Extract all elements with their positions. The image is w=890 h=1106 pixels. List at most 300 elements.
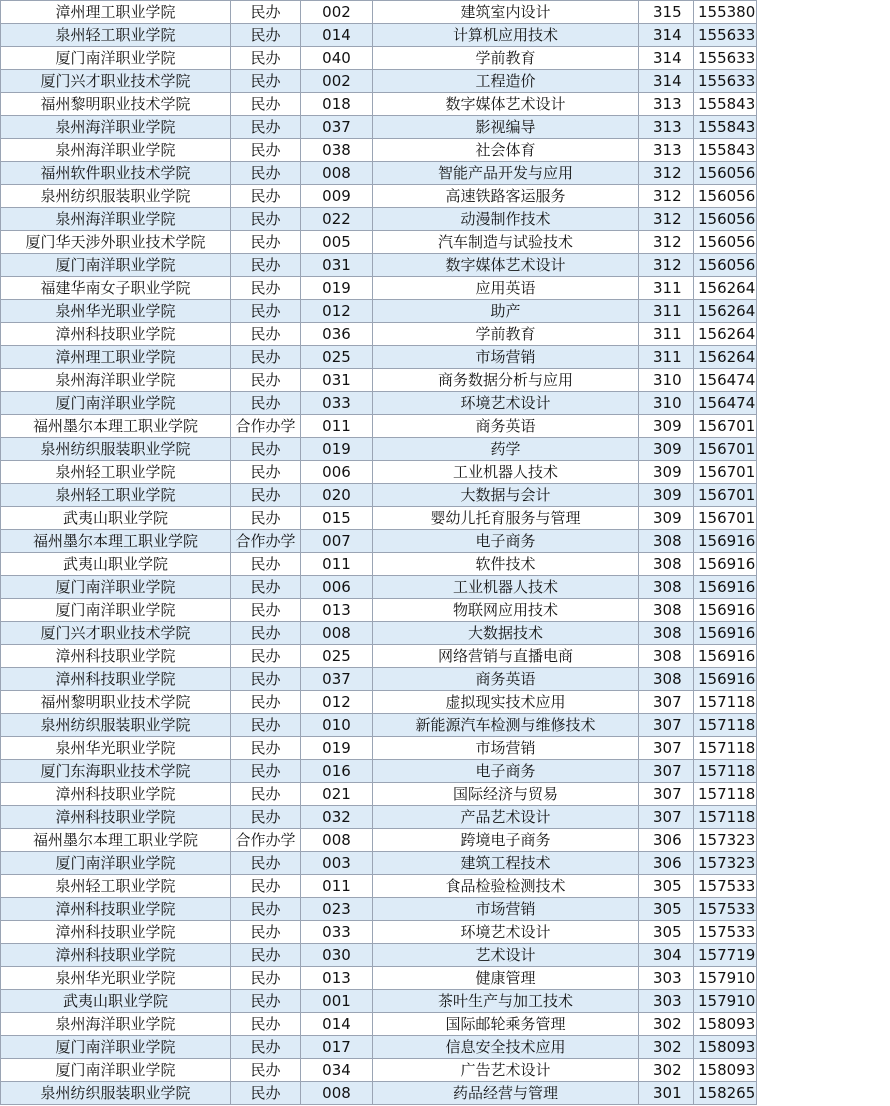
major-code-cell[interactable]: 008	[301, 829, 373, 852]
score-cell[interactable]: 302	[639, 1036, 694, 1059]
score-cell[interactable]: 303	[639, 967, 694, 990]
school-name-cell[interactable]: 厦门南洋职业学院	[1, 576, 231, 599]
major-code-cell[interactable]: 038	[301, 139, 373, 162]
major-name-cell[interactable]: 软件技术	[373, 553, 639, 576]
major-code-cell[interactable]: 008	[301, 162, 373, 185]
school-name-cell[interactable]: 泉州轻工职业学院	[1, 484, 231, 507]
school-type-cell[interactable]: 民办	[231, 921, 301, 944]
major-code-cell[interactable]: 011	[301, 553, 373, 576]
school-name-cell[interactable]: 漳州科技职业学院	[1, 921, 231, 944]
major-code-cell[interactable]: 034	[301, 1059, 373, 1082]
rank-cell[interactable]: 157533	[694, 921, 757, 944]
school-type-cell[interactable]: 民办	[231, 162, 301, 185]
major-code-cell[interactable]: 011	[301, 875, 373, 898]
major-name-cell[interactable]: 环境艺术设计	[373, 392, 639, 415]
rank-cell[interactable]: 158093	[694, 1036, 757, 1059]
school-name-cell[interactable]: 泉州纺织服装职业学院	[1, 714, 231, 737]
major-code-cell[interactable]: 031	[301, 369, 373, 392]
major-code-cell[interactable]: 001	[301, 990, 373, 1013]
major-name-cell[interactable]: 计算机应用技术	[373, 24, 639, 47]
school-name-cell[interactable]: 福州墨尔本理工职业学院	[1, 829, 231, 852]
school-type-cell[interactable]: 民办	[231, 1, 301, 24]
rank-cell[interactable]: 155633	[694, 47, 757, 70]
major-name-cell[interactable]: 市场营销	[373, 346, 639, 369]
score-cell[interactable]: 307	[639, 783, 694, 806]
major-code-cell[interactable]: 018	[301, 93, 373, 116]
school-name-cell[interactable]: 泉州海洋职业学院	[1, 369, 231, 392]
rank-cell[interactable]: 158093	[694, 1013, 757, 1036]
major-name-cell[interactable]: 学前教育	[373, 47, 639, 70]
major-name-cell[interactable]: 学前教育	[373, 323, 639, 346]
school-name-cell[interactable]: 厦门南洋职业学院	[1, 254, 231, 277]
rank-cell[interactable]: 156056	[694, 162, 757, 185]
school-type-cell[interactable]: 民办	[231, 231, 301, 254]
major-code-cell[interactable]: 040	[301, 47, 373, 70]
rank-cell[interactable]: 157118	[694, 691, 757, 714]
major-code-cell[interactable]: 009	[301, 185, 373, 208]
table-row	[1, 967, 757, 990]
major-code-cell[interactable]: 033	[301, 921, 373, 944]
major-name-cell[interactable]: 国际经济与贸易	[373, 783, 639, 806]
school-type-cell[interactable]: 民办	[231, 369, 301, 392]
major-code-cell[interactable]: 012	[301, 300, 373, 323]
rank-cell[interactable]: 156701	[694, 507, 757, 530]
major-name-cell[interactable]: 社会体育	[373, 139, 639, 162]
rank-cell[interactable]: 156056	[694, 254, 757, 277]
major-name-cell[interactable]: 茶叶生产与加工技术	[373, 990, 639, 1013]
major-name-cell[interactable]: 药学	[373, 438, 639, 461]
score-cell[interactable]: 312	[639, 254, 694, 277]
score-cell[interactable]: 313	[639, 116, 694, 139]
table-row	[1, 231, 757, 254]
major-code-cell[interactable]: 019	[301, 737, 373, 760]
rank-cell[interactable]: 156701	[694, 484, 757, 507]
score-cell[interactable]: 308	[639, 599, 694, 622]
score-cell[interactable]: 309	[639, 415, 694, 438]
school-type-cell[interactable]: 民办	[231, 116, 301, 139]
table-row	[1, 990, 757, 1013]
score-cell[interactable]: 312	[639, 231, 694, 254]
score-cell[interactable]: 313	[639, 93, 694, 116]
school-type-cell[interactable]: 合作办学	[231, 530, 301, 553]
school-type-cell[interactable]: 民办	[231, 185, 301, 208]
school-name-cell[interactable]: 厦门兴才职业技术学院	[1, 70, 231, 93]
table-row	[1, 921, 757, 944]
major-code-cell[interactable]: 031	[301, 254, 373, 277]
school-name-cell[interactable]: 厦门兴才职业技术学院	[1, 622, 231, 645]
major-name-cell[interactable]: 动漫制作技术	[373, 208, 639, 231]
school-name-cell[interactable]: 福州软件职业技术学院	[1, 162, 231, 185]
school-type-cell[interactable]: 民办	[231, 277, 301, 300]
school-type-cell[interactable]: 民办	[231, 392, 301, 415]
school-name-cell[interactable]: 漳州科技职业学院	[1, 806, 231, 829]
major-code-cell[interactable]: 002	[301, 1, 373, 24]
rank-cell[interactable]: 155843	[694, 116, 757, 139]
rank-cell[interactable]: 157118	[694, 783, 757, 806]
major-name-cell[interactable]: 网络营销与直播电商	[373, 645, 639, 668]
rank-cell[interactable]: 156916	[694, 645, 757, 668]
score-cell[interactable]: 304	[639, 944, 694, 967]
rank-cell[interactable]: 157118	[694, 737, 757, 760]
major-name-cell[interactable]: 信息安全技术应用	[373, 1036, 639, 1059]
major-code-cell[interactable]: 003	[301, 852, 373, 875]
rank-cell[interactable]: 155843	[694, 139, 757, 162]
school-type-cell[interactable]: 民办	[231, 139, 301, 162]
major-name-cell[interactable]: 助产	[373, 300, 639, 323]
score-cell[interactable]: 308	[639, 530, 694, 553]
score-cell[interactable]: 311	[639, 277, 694, 300]
school-name-cell[interactable]: 福建华南女子职业学院	[1, 277, 231, 300]
rank-cell[interactable]: 156916	[694, 668, 757, 691]
major-name-cell[interactable]: 大数据与会计	[373, 484, 639, 507]
school-name-cell[interactable]: 福州黎明职业技术学院	[1, 691, 231, 714]
school-name-cell[interactable]: 厦门南洋职业学院	[1, 599, 231, 622]
rank-cell[interactable]: 157533	[694, 898, 757, 921]
school-name-cell[interactable]: 漳州科技职业学院	[1, 668, 231, 691]
major-code-cell[interactable]: 032	[301, 806, 373, 829]
major-code-cell[interactable]: 006	[301, 461, 373, 484]
school-name-cell[interactable]: 漳州科技职业学院	[1, 323, 231, 346]
major-name-cell[interactable]: 汽车制造与试验技术	[373, 231, 639, 254]
major-name-cell[interactable]: 工业机器人技术	[373, 461, 639, 484]
score-cell[interactable]: 308	[639, 645, 694, 668]
school-type-cell[interactable]: 民办	[231, 1013, 301, 1036]
major-code-cell[interactable]: 025	[301, 346, 373, 369]
school-type-cell[interactable]: 民办	[231, 737, 301, 760]
table-row	[1, 1013, 757, 1036]
major-name-cell[interactable]: 商务数据分析与应用	[373, 369, 639, 392]
major-name-cell[interactable]: 物联网应用技术	[373, 599, 639, 622]
school-name-cell[interactable]: 泉州海洋职业学院	[1, 208, 231, 231]
major-code-cell[interactable]: 037	[301, 668, 373, 691]
score-cell[interactable]: 314	[639, 24, 694, 47]
school-type-cell[interactable]: 民办	[231, 668, 301, 691]
score-cell[interactable]: 308	[639, 668, 694, 691]
table-row	[1, 346, 757, 369]
score-cell[interactable]: 311	[639, 346, 694, 369]
score-cell[interactable]: 311	[639, 300, 694, 323]
rank-cell[interactable]: 156264	[694, 323, 757, 346]
school-type-cell[interactable]: 民办	[231, 208, 301, 231]
major-code-cell[interactable]: 019	[301, 438, 373, 461]
major-code-cell[interactable]: 002	[301, 70, 373, 93]
score-cell[interactable]: 307	[639, 714, 694, 737]
table-row	[1, 622, 757, 645]
school-name-cell[interactable]: 武夷山职业学院	[1, 507, 231, 530]
school-type-cell[interactable]: 民办	[231, 599, 301, 622]
school-type-cell[interactable]: 民办	[231, 852, 301, 875]
school-type-cell[interactable]: 民办	[231, 346, 301, 369]
rank-cell[interactable]: 155843	[694, 93, 757, 116]
school-name-cell[interactable]: 福州黎明职业技术学院	[1, 93, 231, 116]
major-code-cell[interactable]: 010	[301, 714, 373, 737]
rank-cell[interactable]: 157533	[694, 875, 757, 898]
major-name-cell[interactable]: 工程造价	[373, 70, 639, 93]
major-code-cell[interactable]: 025	[301, 645, 373, 668]
score-cell[interactable]: 307	[639, 806, 694, 829]
score-cell[interactable]: 307	[639, 691, 694, 714]
major-code-cell[interactable]: 005	[301, 231, 373, 254]
rank-cell[interactable]: 157910	[694, 990, 757, 1013]
major-name-cell[interactable]: 数字媒体艺术设计	[373, 254, 639, 277]
school-type-cell[interactable]: 民办	[231, 254, 301, 277]
school-type-cell[interactable]: 民办	[231, 507, 301, 530]
major-name-cell[interactable]: 食品检验检测技术	[373, 875, 639, 898]
rank-cell[interactable]: 156056	[694, 231, 757, 254]
major-name-cell[interactable]: 商务英语	[373, 415, 639, 438]
major-name-cell[interactable]: 智能产品开发与应用	[373, 162, 639, 185]
score-cell[interactable]: 302	[639, 1059, 694, 1082]
major-code-cell[interactable]: 033	[301, 392, 373, 415]
rank-cell[interactable]: 156916	[694, 622, 757, 645]
major-name-cell[interactable]: 大数据技术	[373, 622, 639, 645]
school-type-cell[interactable]: 民办	[231, 1059, 301, 1082]
school-name-cell[interactable]: 厦门南洋职业学院	[1, 392, 231, 415]
school-name-cell[interactable]: 泉州纺织服装职业学院	[1, 185, 231, 208]
major-name-cell[interactable]: 市场营销	[373, 898, 639, 921]
school-name-cell[interactable]: 泉州华光职业学院	[1, 967, 231, 990]
school-name-cell[interactable]: 泉州海洋职业学院	[1, 1013, 231, 1036]
school-name-cell[interactable]: 武夷山职业学院	[1, 990, 231, 1013]
rank-cell[interactable]: 157118	[694, 714, 757, 737]
rank-cell[interactable]: 156264	[694, 300, 757, 323]
score-cell[interactable]: 309	[639, 461, 694, 484]
rank-cell[interactable]: 156056	[694, 185, 757, 208]
score-cell[interactable]: 310	[639, 392, 694, 415]
table-row	[1, 553, 757, 576]
rank-cell[interactable]: 158093	[694, 1059, 757, 1082]
school-name-cell[interactable]: 武夷山职业学院	[1, 553, 231, 576]
school-name-cell[interactable]: 泉州轻工职业学院	[1, 24, 231, 47]
major-name-cell[interactable]: 市场营销	[373, 737, 639, 760]
school-name-cell[interactable]: 泉州华光职业学院	[1, 737, 231, 760]
school-type-cell[interactable]: 民办	[231, 691, 301, 714]
rank-cell[interactable]: 156916	[694, 553, 757, 576]
table-row	[1, 323, 757, 346]
major-name-cell[interactable]: 健康管理	[373, 967, 639, 990]
rank-cell[interactable]: 157719	[694, 944, 757, 967]
school-type-cell[interactable]: 民办	[231, 93, 301, 116]
major-name-cell[interactable]: 国际邮轮乘务管理	[373, 1013, 639, 1036]
score-cell[interactable]: 305	[639, 898, 694, 921]
school-type-cell[interactable]: 民办	[231, 944, 301, 967]
score-cell[interactable]: 314	[639, 70, 694, 93]
major-code-cell[interactable]: 013	[301, 967, 373, 990]
score-cell[interactable]: 312	[639, 185, 694, 208]
school-type-cell[interactable]: 民办	[231, 484, 301, 507]
major-name-cell[interactable]: 婴幼儿托育服务与管理	[373, 507, 639, 530]
major-code-cell[interactable]: 011	[301, 415, 373, 438]
score-cell[interactable]: 312	[639, 208, 694, 231]
rank-cell[interactable]: 155633	[694, 70, 757, 93]
score-cell[interactable]: 308	[639, 622, 694, 645]
score-cell[interactable]: 301	[639, 1082, 694, 1105]
score-cell[interactable]: 306	[639, 852, 694, 875]
major-name-cell[interactable]: 广告艺术设计	[373, 1059, 639, 1082]
rank-cell[interactable]: 156474	[694, 369, 757, 392]
school-name-cell[interactable]: 福州墨尔本理工职业学院	[1, 415, 231, 438]
school-name-cell[interactable]: 泉州纺织服装职业学院	[1, 438, 231, 461]
major-name-cell[interactable]: 高速铁路客运服务	[373, 185, 639, 208]
school-type-cell[interactable]: 民办	[231, 967, 301, 990]
school-name-cell[interactable]: 泉州纺织服装职业学院	[1, 1082, 231, 1105]
school-name-cell[interactable]: 泉州海洋职业学院	[1, 139, 231, 162]
school-type-cell[interactable]: 民办	[231, 783, 301, 806]
school-type-cell[interactable]: 民办	[231, 898, 301, 921]
major-name-cell[interactable]: 工业机器人技术	[373, 576, 639, 599]
rank-cell[interactable]: 156701	[694, 415, 757, 438]
major-code-cell[interactable]: 036	[301, 323, 373, 346]
major-code-cell[interactable]: 015	[301, 507, 373, 530]
score-cell[interactable]: 312	[639, 162, 694, 185]
major-code-cell[interactable]: 017	[301, 1036, 373, 1059]
score-cell[interactable]: 311	[639, 323, 694, 346]
score-cell[interactable]: 305	[639, 921, 694, 944]
school-type-cell[interactable]: 民办	[231, 1082, 301, 1105]
major-name-cell[interactable]: 电子商务	[373, 760, 639, 783]
major-name-cell[interactable]: 商务英语	[373, 668, 639, 691]
major-code-cell[interactable]: 016	[301, 760, 373, 783]
school-name-cell[interactable]: 漳州科技职业学院	[1, 898, 231, 921]
major-name-cell[interactable]: 数字媒体艺术设计	[373, 93, 639, 116]
rank-cell[interactable]: 156264	[694, 277, 757, 300]
major-code-cell[interactable]: 014	[301, 1013, 373, 1036]
school-name-cell[interactable]: 厦门东海职业技术学院	[1, 760, 231, 783]
rank-cell[interactable]: 156701	[694, 438, 757, 461]
school-type-cell[interactable]: 民办	[231, 645, 301, 668]
rank-cell[interactable]: 157118	[694, 760, 757, 783]
rank-cell[interactable]: 157323	[694, 852, 757, 875]
major-code-cell[interactable]: 012	[301, 691, 373, 714]
school-name-cell[interactable]: 厦门南洋职业学院	[1, 1036, 231, 1059]
major-name-cell[interactable]: 电子商务	[373, 530, 639, 553]
school-type-cell[interactable]: 民办	[231, 323, 301, 346]
rank-cell[interactable]: 156264	[694, 346, 757, 369]
school-name-cell[interactable]: 厦门南洋职业学院	[1, 47, 231, 70]
score-cell[interactable]: 306	[639, 829, 694, 852]
score-cell[interactable]: 310	[639, 369, 694, 392]
score-cell[interactable]: 302	[639, 1013, 694, 1036]
rank-cell[interactable]: 156916	[694, 576, 757, 599]
score-cell[interactable]: 309	[639, 484, 694, 507]
major-name-cell[interactable]: 应用英语	[373, 277, 639, 300]
major-name-cell[interactable]: 建筑工程技术	[373, 852, 639, 875]
rank-cell[interactable]: 156916	[694, 599, 757, 622]
score-cell[interactable]: 309	[639, 507, 694, 530]
rank-cell[interactable]: 158265	[694, 1082, 757, 1105]
major-code-cell[interactable]: 013	[301, 599, 373, 622]
school-type-cell[interactable]: 民办	[231, 806, 301, 829]
rank-cell[interactable]: 156701	[694, 461, 757, 484]
school-type-cell[interactable]: 民办	[231, 24, 301, 47]
rank-cell[interactable]: 155380	[694, 1, 757, 24]
school-name-cell[interactable]: 厦门南洋职业学院	[1, 1059, 231, 1082]
major-code-cell[interactable]: 037	[301, 116, 373, 139]
school-type-cell[interactable]: 合作办学	[231, 415, 301, 438]
score-cell[interactable]: 303	[639, 990, 694, 1013]
school-type-cell[interactable]: 民办	[231, 461, 301, 484]
table-row	[1, 1036, 757, 1059]
school-type-cell[interactable]: 民办	[231, 714, 301, 737]
major-code-cell[interactable]: 007	[301, 530, 373, 553]
major-code-cell[interactable]: 023	[301, 898, 373, 921]
major-code-cell[interactable]: 008	[301, 1082, 373, 1105]
major-name-cell[interactable]: 药品经营与管理	[373, 1082, 639, 1105]
school-type-cell[interactable]: 民办	[231, 553, 301, 576]
school-type-cell[interactable]: 民办	[231, 47, 301, 70]
school-type-cell[interactable]: 民办	[231, 70, 301, 93]
table-row	[1, 484, 757, 507]
major-code-cell[interactable]: 008	[301, 622, 373, 645]
major-name-cell[interactable]: 影视编导	[373, 116, 639, 139]
rank-cell[interactable]: 156056	[694, 208, 757, 231]
major-name-cell[interactable]: 跨境电子商务	[373, 829, 639, 852]
score-cell[interactable]: 308	[639, 576, 694, 599]
rank-cell[interactable]: 156474	[694, 392, 757, 415]
score-cell[interactable]: 305	[639, 875, 694, 898]
major-name-cell[interactable]: 新能源汽车检测与维修技术	[373, 714, 639, 737]
major-name-cell[interactable]: 建筑室内设计	[373, 1, 639, 24]
score-cell[interactable]: 309	[639, 438, 694, 461]
school-type-cell[interactable]: 民办	[231, 576, 301, 599]
major-code-cell[interactable]: 021	[301, 783, 373, 806]
school-type-cell[interactable]: 民办	[231, 622, 301, 645]
school-name-cell[interactable]: 漳州科技职业学院	[1, 944, 231, 967]
school-name-cell[interactable]: 厦门南洋职业学院	[1, 852, 231, 875]
score-cell[interactable]: 307	[639, 760, 694, 783]
score-cell[interactable]: 313	[639, 139, 694, 162]
school-name-cell[interactable]: 漳州理工职业学院	[1, 1, 231, 24]
school-type-cell[interactable]: 合作办学	[231, 829, 301, 852]
major-name-cell[interactable]: 产品艺术设计	[373, 806, 639, 829]
school-type-cell[interactable]: 民办	[231, 438, 301, 461]
score-cell[interactable]: 315	[639, 1, 694, 24]
score-cell[interactable]: 314	[639, 47, 694, 70]
major-code-cell[interactable]: 030	[301, 944, 373, 967]
school-type-cell[interactable]: 民办	[231, 990, 301, 1013]
major-code-cell[interactable]: 020	[301, 484, 373, 507]
table-row	[1, 24, 757, 47]
major-code-cell[interactable]: 019	[301, 277, 373, 300]
school-name-cell[interactable]: 福州墨尔本理工职业学院	[1, 530, 231, 553]
rank-cell[interactable]: 157323	[694, 829, 757, 852]
major-code-cell[interactable]: 006	[301, 576, 373, 599]
school-name-cell[interactable]: 厦门华天涉外职业技术学院	[1, 231, 231, 254]
school-name-cell[interactable]: 泉州海洋职业学院	[1, 116, 231, 139]
school-name-cell[interactable]: 泉州轻工职业学院	[1, 875, 231, 898]
school-name-cell[interactable]: 泉州轻工职业学院	[1, 461, 231, 484]
major-name-cell[interactable]: 虚拟现实技术应用	[373, 691, 639, 714]
rank-cell[interactable]: 157118	[694, 806, 757, 829]
major-name-cell[interactable]: 环境艺术设计	[373, 921, 639, 944]
major-code-cell[interactable]: 014	[301, 24, 373, 47]
rank-cell[interactable]: 155633	[694, 24, 757, 47]
school-type-cell[interactable]: 民办	[231, 300, 301, 323]
school-name-cell[interactable]: 漳州科技职业学院	[1, 783, 231, 806]
major-code-cell[interactable]: 022	[301, 208, 373, 231]
school-name-cell[interactable]: 漳州科技职业学院	[1, 645, 231, 668]
rank-cell[interactable]: 157910	[694, 967, 757, 990]
rank-cell[interactable]: 156916	[694, 530, 757, 553]
score-cell[interactable]: 308	[639, 553, 694, 576]
school-name-cell[interactable]: 漳州理工职业学院	[1, 346, 231, 369]
school-type-cell[interactable]: 民办	[231, 1036, 301, 1059]
school-type-cell[interactable]: 民办	[231, 760, 301, 783]
major-name-cell[interactable]: 艺术设计	[373, 944, 639, 967]
score-cell[interactable]: 307	[639, 737, 694, 760]
school-type-cell[interactable]: 民办	[231, 875, 301, 898]
school-name-cell[interactable]: 泉州华光职业学院	[1, 300, 231, 323]
